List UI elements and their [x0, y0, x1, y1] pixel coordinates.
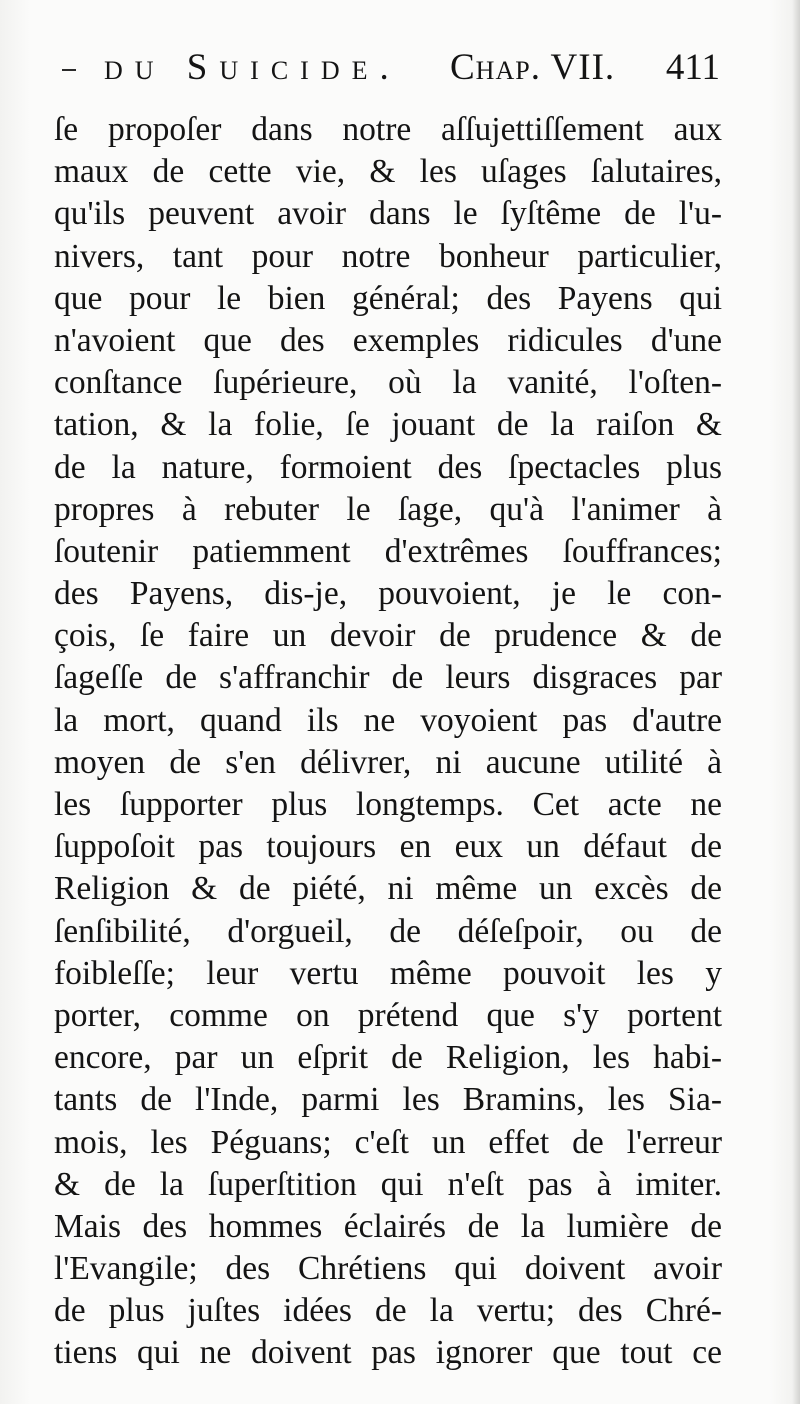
text-line: des Payens, dis-je, pouvoient, je le con-	[54, 575, 722, 613]
text-line: tiens qui ne doivent pas ignorer que tout ce	[54, 1334, 722, 1372]
text-line: de plus juſtes idées de la vertu; des Chré-	[54, 1292, 722, 1330]
text-line: ſuppoſoit pas toujours en eux un défaut de	[54, 828, 722, 866]
text-line: l'Evangile; des Chrétiens qui doivent avoir	[54, 1250, 722, 1288]
page-edge-shadow	[792, 0, 800, 1404]
text-line: n'avoient que des exemples ridicules d'une	[54, 321, 722, 359]
text-line: de la nature, formoient des ſpectacles plus	[54, 448, 722, 486]
body-text	[54, 109, 722, 1375]
text-line: qu'ils peuvent avoir dans le ſyſtême de l'u-	[54, 195, 722, 233]
text-line: ſageſſe de s'affranchir de leurs disgraces par	[54, 659, 722, 697]
text-line: la mort, quand ils ne voyoient pas d'autre	[54, 701, 722, 739]
text-line: mois, les Péguans; c'eſt un effet de l'erreur	[54, 1123, 722, 1161]
text-line: porter, comme on prétend que s'y portent	[54, 996, 722, 1034]
running-title: du Suicide.	[104, 47, 401, 88]
text-line: & de la ſuperſtition qui n'eſt pas à imiter.	[54, 1165, 722, 1203]
text-line: ſenſibilité, d'orgueil, de déſeſpoir, ou de	[54, 912, 722, 950]
text-line: foibleſſe; leur vertu même pouvoit les y	[54, 954, 722, 992]
text-line: conſtance ſupérieure, où la vanité, l'oſten-	[54, 364, 722, 402]
text-line: tation, & la folie, ſe jouant de la raiſon &	[54, 406, 722, 444]
text-line: ſe propoſer dans notre aſſujettiſſement aux	[54, 111, 722, 148]
text-line: Religion & de piété, ni même un excès de	[54, 870, 722, 908]
text-line: moyen de s'en délivrer, ni aucune utilité à	[54, 743, 722, 781]
text-line: Mais des hommes éclairés de la lumière de	[54, 1207, 722, 1245]
text-line: que pour le bien général; des Payens qui	[54, 279, 722, 317]
text-line: ſoutenir patiemment d'extrêmes ſouffrances;	[54, 532, 722, 570]
chapter-label: Chap. VII.	[450, 47, 616, 88]
text-line: tants de l'Inde, parmi les Bramins, les Sia-	[54, 1081, 722, 1119]
text-line: maux de cette vie, & les uſages ſalutaires,	[54, 153, 722, 191]
page-number: 411	[665, 47, 720, 88]
text-line: les ſupporter plus longtemps. Cet acte ne	[54, 786, 722, 823]
text-line: çois, ſe faire un devoir de prudence & de	[54, 617, 722, 655]
text-line: propres à rebuter le ſage, qu'à l'animer à	[54, 490, 722, 528]
running-header	[60, 38, 720, 98]
text-line: encore, par un eſprit de Religion, les habi-	[54, 1039, 722, 1077]
text-line: nivers, tant pour notre bonheur particulier,	[54, 237, 722, 275]
